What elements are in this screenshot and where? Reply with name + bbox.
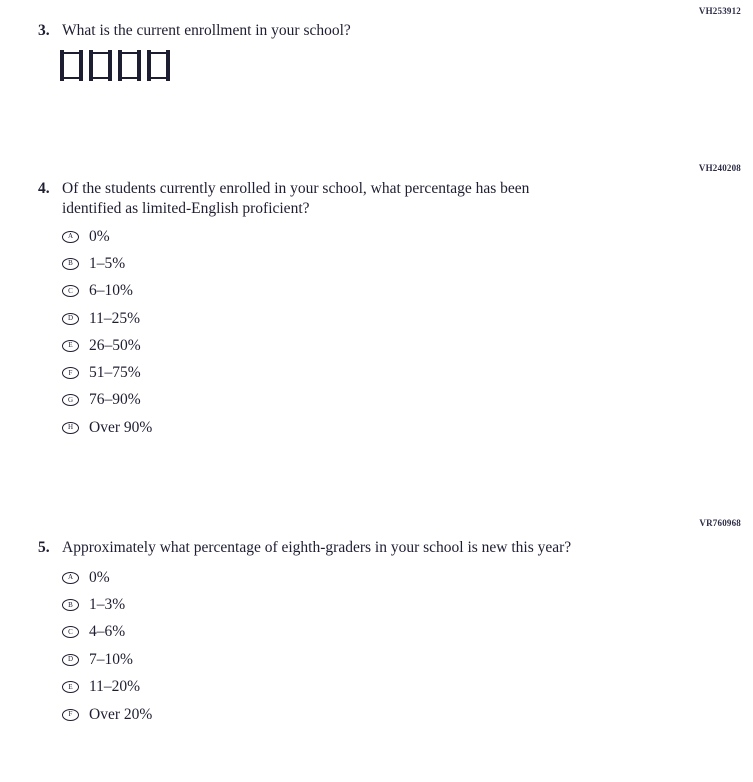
option-label: 0% xyxy=(89,568,110,586)
item-code: VH240208 xyxy=(698,163,741,173)
option-row xyxy=(62,646,152,673)
digit-box[interactable] xyxy=(147,50,170,81)
option-label: Over 90% xyxy=(89,418,153,436)
question-number: 3. xyxy=(38,22,50,39)
bubble-letter: E xyxy=(68,341,73,350)
question-4-row xyxy=(38,179,582,218)
option-label: Over 20% xyxy=(89,705,153,723)
answer-bubble-F[interactable] xyxy=(62,709,79,721)
answer-bubble-B[interactable] xyxy=(62,258,79,270)
option-row xyxy=(62,701,152,728)
option-row xyxy=(62,359,152,386)
bubble-letter: A xyxy=(67,573,74,582)
option-label: 7–10% xyxy=(89,650,133,668)
answer-bubble-D[interactable] xyxy=(62,313,79,325)
answer-bubble-A[interactable] xyxy=(62,572,79,584)
question-number: 4. xyxy=(38,180,50,197)
option-row xyxy=(62,414,152,441)
bubble-letter: C xyxy=(68,628,73,637)
item-code: VH253912 xyxy=(698,6,741,16)
answer-bubble-B[interactable] xyxy=(62,599,79,611)
option-label: 4–6% xyxy=(89,623,126,641)
question-3-row xyxy=(38,21,351,41)
option-row xyxy=(62,619,152,646)
option-row xyxy=(62,278,152,305)
option-row xyxy=(62,305,152,332)
answer-bubble-F[interactable] xyxy=(62,367,79,379)
option-label: 1–5% xyxy=(89,254,126,272)
option-row xyxy=(62,564,152,591)
bubble-letter: C xyxy=(68,286,73,295)
option-row xyxy=(62,387,152,414)
bubble-letter: F xyxy=(68,710,73,719)
option-label: 6–10% xyxy=(89,282,133,300)
option-row xyxy=(62,332,152,359)
bubble-letter: A xyxy=(67,232,74,241)
answer-bubble-C[interactable] xyxy=(62,285,79,297)
bubble-letter: H xyxy=(67,423,74,432)
answer-bubble-G[interactable] xyxy=(62,394,79,406)
answer-bubble-C[interactable] xyxy=(62,626,79,638)
bubble-letter: E xyxy=(68,682,73,691)
option-label: 1–3% xyxy=(89,596,126,614)
bubble-letter: B xyxy=(68,600,73,609)
question-4-options xyxy=(62,223,152,441)
digit-box[interactable] xyxy=(118,50,141,81)
enrollment-digit-boxes xyxy=(60,50,170,81)
option-row xyxy=(62,250,152,277)
bubble-letter: G xyxy=(67,396,74,405)
bubble-letter: D xyxy=(67,314,74,323)
question-text: Of the students currently enrolled in your school, what percentage has been identified as limited-English proficient? xyxy=(62,180,530,217)
bubble-letter: F xyxy=(68,368,73,377)
question-number: 5. xyxy=(38,539,50,556)
digit-box[interactable] xyxy=(60,50,83,81)
question-5-row xyxy=(38,538,571,558)
question-text: Approximately what percentage of eighth-graders in your school is new this year? xyxy=(62,539,572,556)
question-5-options xyxy=(62,564,152,728)
option-label: 11–20% xyxy=(89,678,141,696)
option-row xyxy=(62,223,152,250)
answer-bubble-E[interactable] xyxy=(62,340,79,352)
option-label: 11–25% xyxy=(89,309,141,327)
digit-box[interactable] xyxy=(89,50,112,81)
option-label: 76–90% xyxy=(89,391,141,409)
option-row xyxy=(62,674,152,701)
bubble-letter: B xyxy=(68,259,73,268)
answer-bubble-D[interactable] xyxy=(62,654,79,666)
bubble-letter: D xyxy=(67,655,74,664)
option-label: 26–50% xyxy=(89,336,141,354)
answer-bubble-E[interactable] xyxy=(62,681,79,693)
item-code: VR760968 xyxy=(699,518,741,528)
question-text: What is the current enrollment in your school? xyxy=(62,22,351,39)
answer-bubble-A[interactable] xyxy=(62,231,79,243)
option-row xyxy=(62,591,152,618)
answer-bubble-H[interactable] xyxy=(62,422,79,434)
option-label: 0% xyxy=(89,227,110,245)
option-label: 51–75% xyxy=(89,364,141,382)
